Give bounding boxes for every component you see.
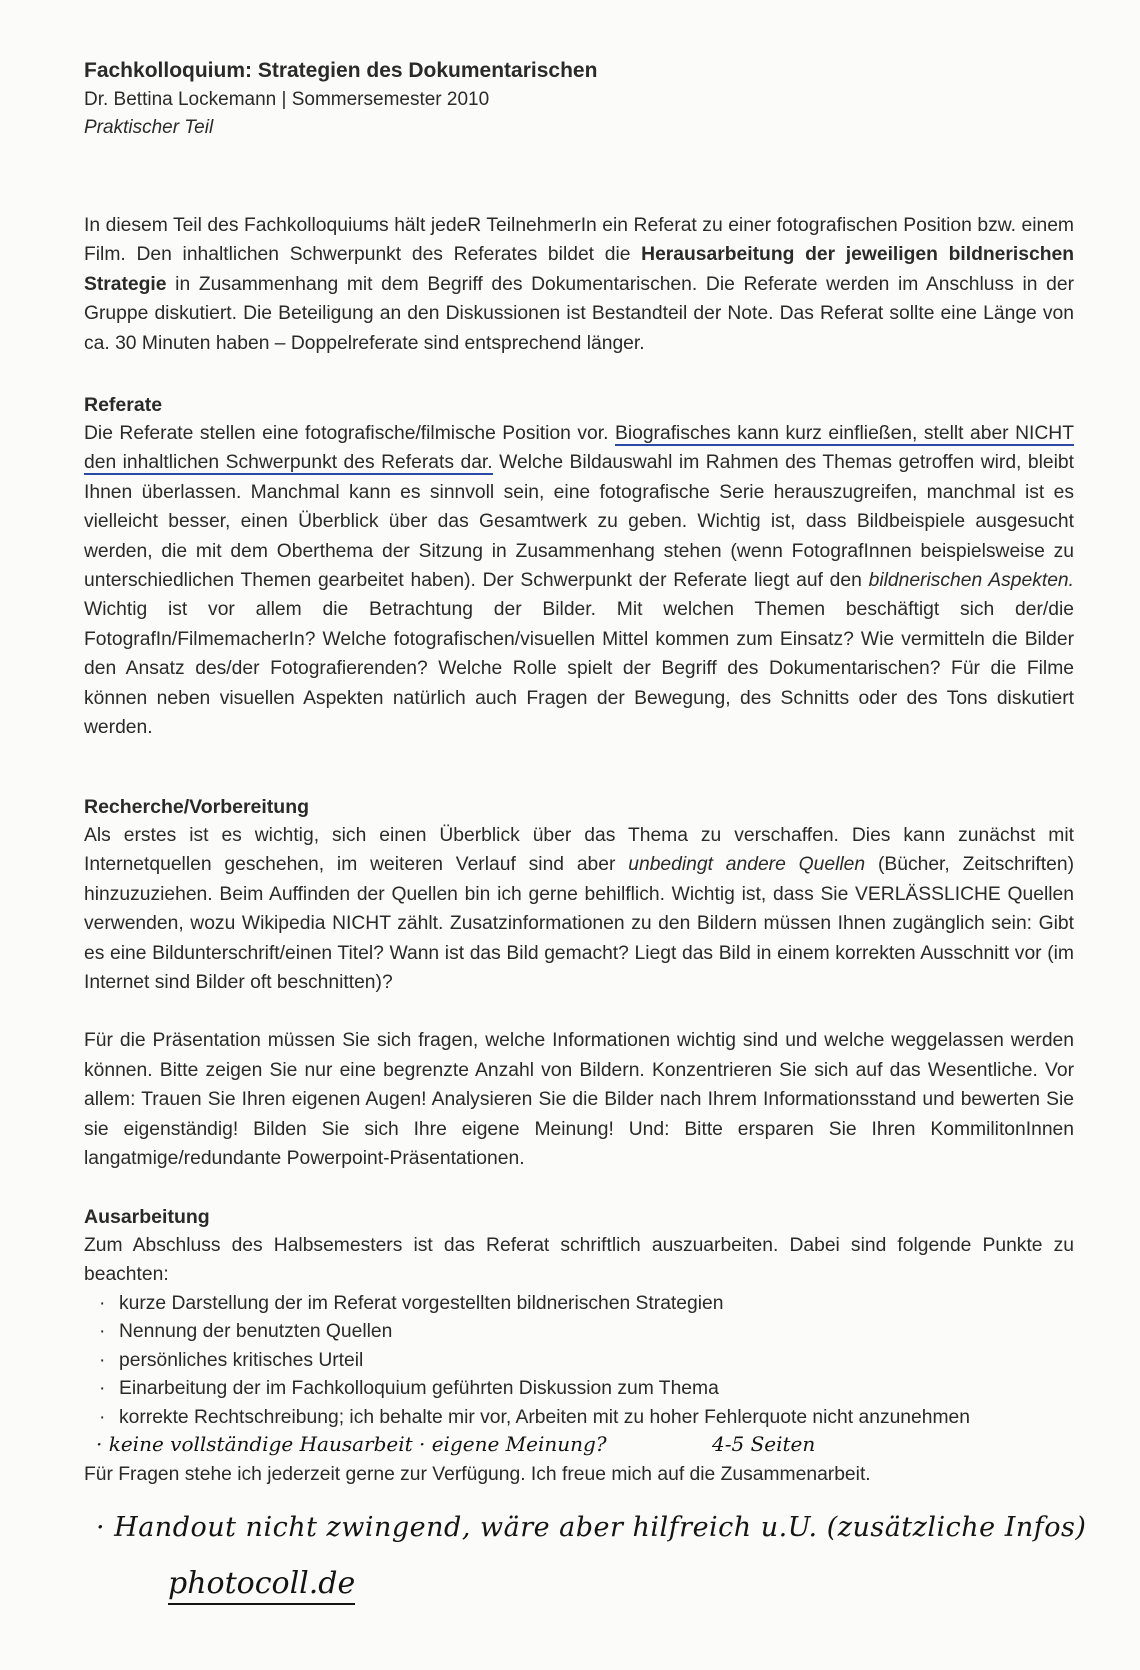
heading-ausarbeitung: Ausarbeitung bbox=[84, 1206, 210, 1228]
referate-text-1: Die Referate stellen eine fotografische/filmische Position vor. bbox=[84, 423, 615, 444]
ausarbeitung-intro: Zum Abschluss des Halbsemesters ist das Referat schriftlich auszuarbeiten. Dabei sind folgende Punkte zu beachten: bbox=[84, 1235, 1074, 1286]
intro-bold-text: Herausarbeitung der jeweiligen bildnerischen Strategie bbox=[84, 244, 1074, 295]
recherche-paragraph-2: Für die Präsentation müssen Sie sich fragen, welche Informationen wichtig sind und welche weggelassen werden können. Bitte zeigen Sie nur eine begrenzte Anzahl von Bildern. Konzentrieren Sie sich auf das Wesentliche. Vor allem: Trauen Sie Ihren eigenen Augen! Analysieren Sie die Bilder nach Ihrem Informationsstand und bewerten Sie sie eigenständig! Bilden Sie sich Ihre eigene Meinung! Und: Bitte ersparen Sie Ihren KommilitonInnen langatmige/redundante Powerpoint-Präsentationen. bbox=[84, 1030, 1074, 1170]
document-page bbox=[84, 58, 1075, 1428]
handwritten-note-pages: 4-5 Seiten bbox=[712, 1432, 816, 1456]
handwritten-note-3: photocoll.de bbox=[168, 1566, 355, 1605]
heading-referate: Referate bbox=[84, 394, 163, 416]
list-item: · Einarbeitung der im Fachkolloquium geführten Diskussion zum Thema bbox=[99, 1375, 1074, 1404]
handwritten-note-2: · Handout nicht zwingend, wäre aber hilfreich u.U. (zusätzliche Infos) bbox=[96, 1512, 1087, 1543]
recherche-italic-text: unbedingt andere Quellen bbox=[628, 854, 866, 876]
referate-italic-text: bildnerischen Aspekten. bbox=[868, 570, 1074, 592]
lecturer-semester: Dr. Bettina Lockemann | Sommersemester 2010 bbox=[84, 89, 490, 110]
list-item: · kurze Darstellung der im Referat vorgestellten bildnerischen Strategien bbox=[99, 1290, 1074, 1319]
handwritten-note-1: · keine vollständige Hausarbeit · eigene Meinung? bbox=[96, 1432, 607, 1456]
closing-sentence: Für Fragen stehe ich jederzeit gerne zur Verfügung. Ich freue mich auf die Zusammenarbeit. bbox=[84, 1464, 871, 1485]
referate-text-2: Welche Bildauswahl im Rahmen des Themas getroffen wird, bleibt Ihnen überlassen. Manchmal kann es sinnvoll sein, eine fotografische Serie herauszugreifen, manchmal ist es vielleicht besser, einen Überblick über das Gesamtwerk zu geben. Wichtig ist, dass Bildbeispiele ausgesucht werden, die mit dem Oberthema der Sitzung in Zusammenhang stehen (wenn FotografInnen beispielsweise zu unterschiedlichen Themen gearbeitet haben). Der Schwerpunkt der Referate liegt auf den bbox=[84, 452, 1074, 592]
list-item: · Nennung der benutzten Quellen bbox=[99, 1318, 1074, 1347]
section-ausarbeitung bbox=[84, 1203, 1074, 1432]
referate-text-3: Wichtig ist vor allem die Betrachtung der Bilder. Mit welchen Themen beschäftigt sich der/die FotografIn/FilmemacherIn? Welche fotografischen/visuellen Mittel kommen zum Einsatz? Wie vermitteln die Bilder den Ansatz des/der Fotografierenden? Welche Rolle spielt der Begriff des Dokumentarischen? Für die Filme können neben visuellen Aspekten natürlich auch Fragen der Bewegung, des Schnitts oder des Tons diskutiert werden. bbox=[84, 599, 1074, 739]
list-item: · korrekte Rechtschreibung; ich behalte mir vor, Arbeiten mit zu hoher Fehlerquote nicht anzunehmen bbox=[99, 1404, 1074, 1433]
heading-recherche: Recherche/Vorbereitung bbox=[84, 796, 310, 818]
intro-paragraph bbox=[84, 211, 1074, 358]
referate-paragraph bbox=[84, 419, 1074, 742]
recherche-text-2: (Bücher, Zeitschriften) hinzuzuziehen. Beim Auffinden der Quellen bin ich gerne behilflich. Wichtig ist, dass Sie VERLÄSSLICHE Quellen verwenden, wozu Wikipedia NICHT zählt. Zusatzinformationen zu den Bildern müssen Ihnen zugänglich sein: Gibt es eine Bildunterschrift/einen Titel? Wann ist das Bild gemacht? Liegt das Bild in einem korrekten Ausschnitt vor (im Internet sind Bilder oft beschnitten)? bbox=[84, 854, 1075, 994]
document-subtitle: Praktischer Teil bbox=[84, 117, 214, 138]
recherche-text-1: Als erstes ist es wichtig, sich einen Überblick über das Thema zu verschaffen. Dies kann zunächst mit Internetquellen geschehen, im weiteren Verlauf sind aber bbox=[84, 825, 1074, 876]
referate-underlined-text: Biografisches kann kurz einfließen, stellt aber NICHT den inhaltlichen Schwerpunkt des Referats dar. bbox=[84, 423, 1074, 474]
section-recherche bbox=[84, 793, 1074, 1173]
list-item: · persönliches kritisches Urteil bbox=[99, 1347, 1074, 1376]
intro-text-1: In diesem Teil des Fachkolloquiums hält jedeR TeilnehmerIn ein Referat zu einer fotografischen Position bzw. einem Film. Den inhaltlichen Schwerpunkt des Referates bildet die bbox=[84, 215, 1074, 266]
intro-text-2: in Zusammenhang mit dem Begriff des Dokumentarischen. Die Referate werden im Anschluss in der Gruppe diskutiert. Die Beteiligung an den Diskussionen ist Bestandteil der Note. Das Referat sollte eine Länge von ca. 30 Minuten haben – Doppelreferate sind entsprechend länger. bbox=[84, 273, 1074, 354]
document-title: Fachkolloquium: Strategien des Dokumentarischen bbox=[84, 59, 598, 82]
ausarbeitung-points bbox=[84, 1290, 1074, 1433]
recherche-paragraph-1 bbox=[84, 821, 1074, 997]
section-referate bbox=[84, 391, 1074, 742]
